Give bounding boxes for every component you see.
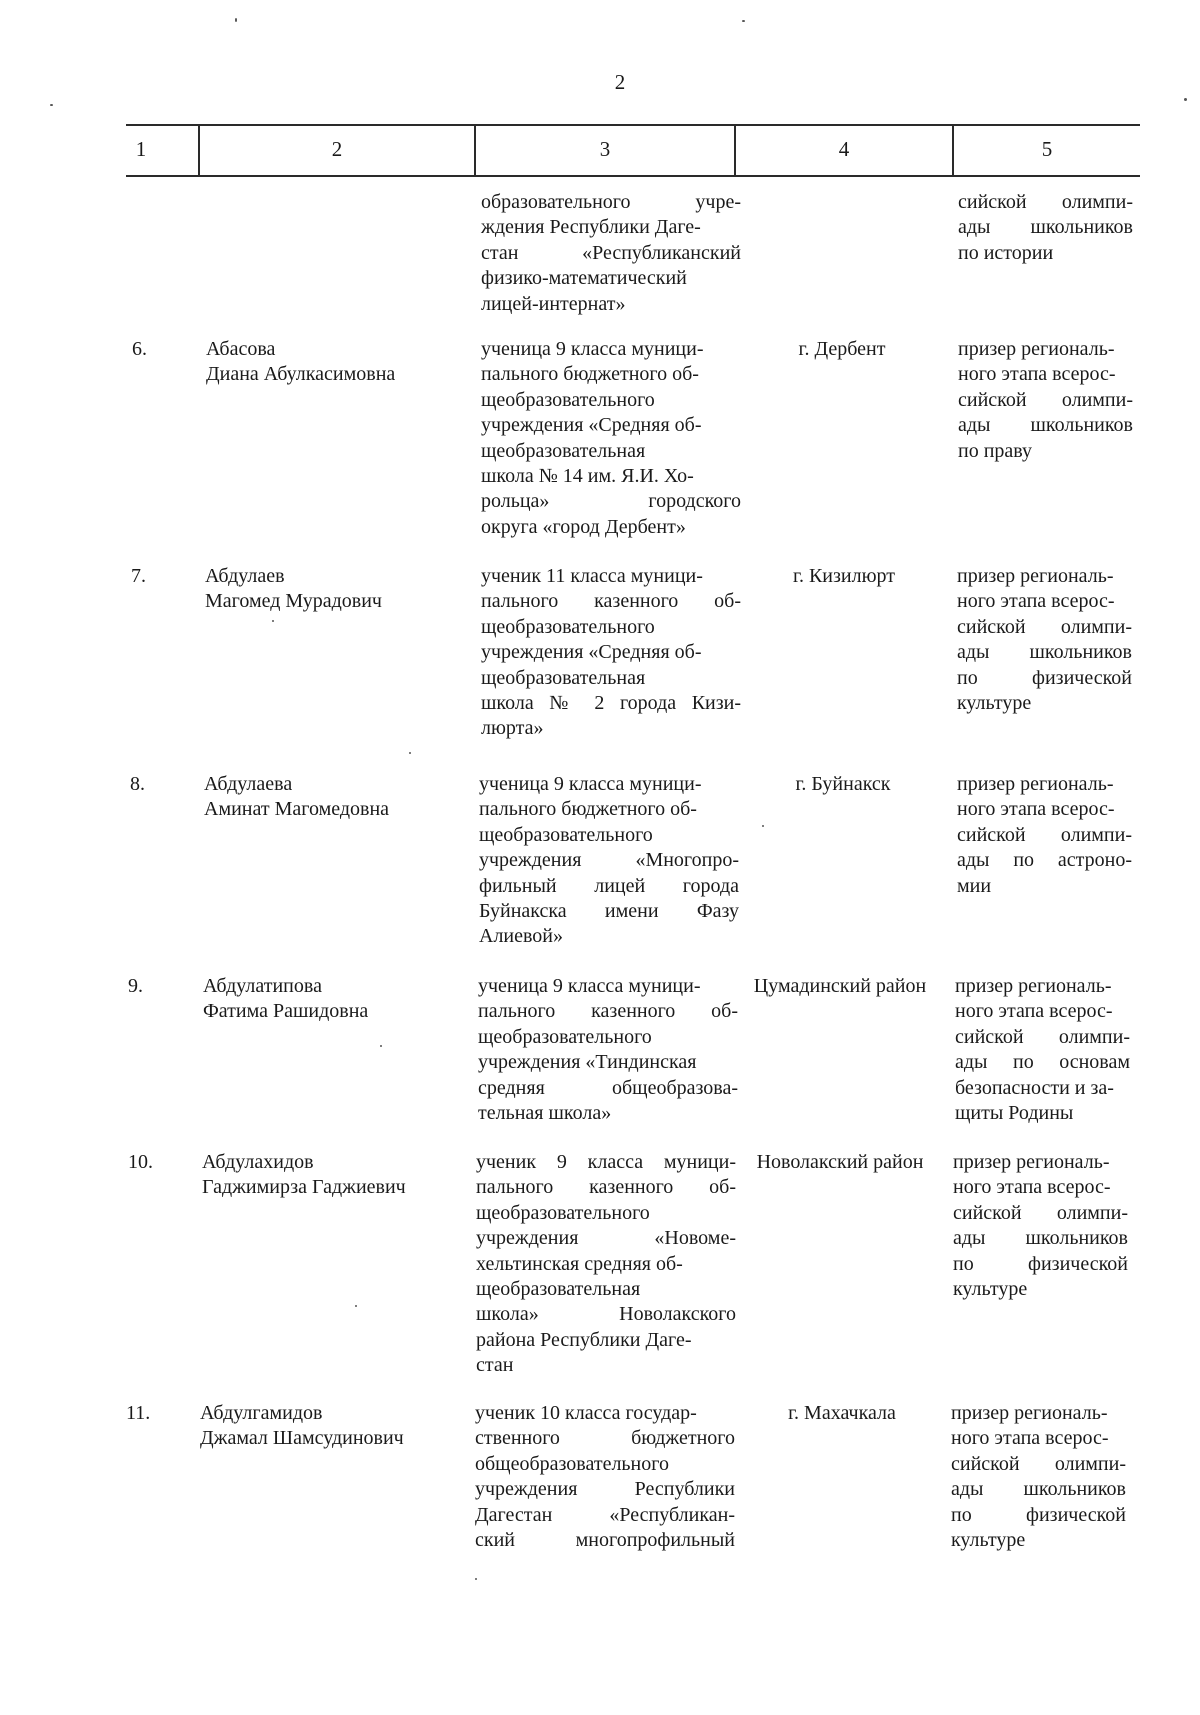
organization-line: хельтинская средняя об- [476,1252,683,1275]
award-line: сийской олимпи- [958,388,1133,411]
column-header-5: 5 [1041,137,1053,161]
location: г. Махачкала [788,1402,896,1424]
name-line: Фатима Рашидовна [203,1000,369,1023]
award-line: ного этапа всерос- [953,1176,1111,1199]
organization-line: образовательного учре- [481,191,741,213]
organization-line: фильный лицей города [479,874,739,897]
award-line: призер региональ- [958,338,1115,360]
organization-line: щеобразовательного [479,823,653,846]
organization-line: Алиевой» [479,925,564,948]
table-top-border [126,124,1140,126]
name-line: Абдулатипова [203,975,322,997]
organization-line: щеобразовательного [478,1025,652,1048]
organization-line: ученик 9 класса муници- [476,1151,736,1173]
award-line: сийской олимпи- [957,615,1132,638]
organization-line: щеобразовательная [476,1278,641,1301]
award-line: культуре [957,692,1032,715]
organization-line: ждения Республики Даге- [481,216,701,239]
award-line: ады по основам [955,1051,1130,1074]
award-line: по физической [951,1503,1126,1526]
award [951,1401,1126,1553]
organization-line: щеобразовательного [481,615,655,638]
organization-line: щеобразовательная [481,666,646,689]
organization-line: учреждения «Многопро- [479,849,739,872]
award-line: призер региональ- [953,1151,1110,1173]
award-line: ады школьников [958,216,1133,239]
scan-speck [475,1578,477,1580]
award-line: мии [957,874,992,897]
organization-line: щеобразовательная [481,439,646,462]
name-line: Гаджимирза Гаджиевич [202,1176,406,1199]
award-line: сийской олимпи- [955,1025,1130,1048]
name-line: Абдулаева [204,773,293,795]
name-line: Аминат Магомедовна [204,798,390,821]
organization-line: Буйнакска имени Фазу [479,900,739,923]
scan-speck [50,104,53,106]
award-line: сийской олимпи- [957,823,1132,846]
award-line: сийской олимпи- [958,191,1133,213]
award-line: по истории [958,241,1054,264]
organization-line: ученица 9 класса муници- [479,773,702,795]
scan-speck [742,20,745,22]
award [953,1150,1128,1302]
table-header-bottom-border [126,175,1140,177]
organization-line: учреждения «Средняя об- [481,414,702,437]
organization-line: района Республики Даге- [476,1328,692,1351]
organization-line: школа № 2 города Кизи- [481,692,741,715]
participant-name [200,1401,450,1452]
award-line: щиты Родины [955,1102,1074,1125]
award-line: культуре [951,1529,1026,1552]
scan-speck [272,620,274,622]
organization-line: ученик 10 класса государ- [475,1402,697,1424]
row-number: 8. [130,773,145,795]
organization-line: общеобразовательного [475,1452,669,1475]
award-line: ады школьников [957,641,1132,664]
organization-line: пального казенного об- [481,590,741,613]
organization-line: физико-математический [481,267,687,290]
organization [475,1401,735,1553]
organization-line: ственного бюджетного [475,1427,735,1450]
organization [481,337,741,540]
participant-name [205,564,455,615]
award-line: ного этапа всерос- [957,798,1115,821]
row-number: 11. [126,1402,151,1424]
organization-line: Дагестан «Республикан- [475,1503,735,1526]
organization-line: ученица 9 класса муници- [481,338,704,360]
row-number: 7. [131,565,146,587]
location: г. Дербент [798,338,886,360]
organization [476,1150,736,1379]
award-line: безопасности и за- [955,1076,1114,1099]
organization-line: пального бюджетного об- [479,798,697,821]
name-line: Диана Абулкасимовна [206,363,396,386]
organization-line: ский многопрофильный [475,1529,735,1552]
organization-line: средняя общеобразова- [478,1076,738,1099]
scan-speck [235,18,237,22]
name-line: Джамал Шамсудинович [200,1427,404,1450]
column-header-2: 2 [331,137,343,161]
participant-name [206,337,456,388]
award-line: сийской олимпи- [951,1452,1126,1475]
column-header-4: 4 [838,137,850,161]
name-line: Абдулаев [205,565,285,587]
organization-line: учреждения «Средняя об- [481,641,702,664]
participant-name [202,1150,452,1201]
award-line: призер региональ- [955,975,1112,997]
organization-line: щеобразовательного [481,388,655,411]
award-line: ного этапа всерос- [957,590,1115,613]
award-line: ады школьников [953,1227,1128,1250]
organization-line: стан [476,1354,514,1377]
name-line: Абдулгамидов [200,1402,323,1424]
participant-name [203,974,453,1025]
award-line: ады школьников [958,414,1133,437]
organization-line: учреждения «Новоме- [476,1227,736,1250]
organization [479,772,739,950]
column-header-3: 3 [599,137,611,161]
organization-line: ученик 11 класса муници- [481,565,703,587]
continuation-award [958,190,1133,266]
award-line: по физической [957,666,1132,689]
scan-speck [409,752,411,754]
organization-line: пального казенного об- [478,1000,738,1023]
organization-line: пального бюджетного об- [481,363,699,386]
organization-line: учреждения «Тиндинская [478,1051,697,1074]
location: г. Буйнакск [795,773,891,795]
organization-line: школа № 14 им. Я.И. Хо- [481,465,694,488]
organization-line: школа» Новолакского [476,1303,736,1326]
continuation-organization [481,190,741,317]
organization-line: люрта» [481,717,544,740]
award-line: ного этапа всерос- [951,1427,1109,1450]
row-number: 9. [128,975,143,997]
award-line: ады по астроно- [957,849,1132,872]
row-number: 10. [128,1151,153,1173]
organization-line: тельная школа» [478,1102,612,1125]
award-line: призер региональ- [957,773,1114,795]
location: Цумадинский район [753,975,927,997]
organization-line: пального казенного об- [476,1176,736,1199]
organization-line: ученица 9 класса муници- [478,975,701,997]
name-line: Магомед Мурадович [205,590,382,613]
row-number: 6. [132,338,147,360]
award-line: ного этапа всерос- [955,1000,1113,1023]
location: г. Кизилюрт [793,565,895,587]
award-line: ного этапа всерос- [958,363,1116,386]
award-line: по физической [953,1252,1128,1275]
name-line: Абасова [206,338,276,360]
scan-speck [355,1305,357,1307]
scan-speck [762,825,764,827]
organization [478,974,738,1126]
column-header-1: 1 [135,137,147,161]
participant-name [204,772,454,823]
award-line: культуре [953,1278,1028,1301]
organization [481,564,741,742]
award-line: сийской олимпи- [953,1201,1128,1224]
award-line: по праву [958,439,1033,462]
award-line: призер региональ- [957,565,1114,587]
award-line: призер региональ- [951,1402,1108,1424]
organization-line: рольца» городского [481,490,741,513]
award [957,564,1132,716]
scan-speck [1184,98,1187,101]
award [957,772,1132,899]
award-line: ады школьников [951,1478,1126,1501]
organization-line: учреждения Республики [475,1478,735,1501]
organization-line: щеобразовательного [476,1201,650,1224]
organization-line: лицей-интернат» [481,292,626,315]
organization-line: стан «Республиканский [481,241,741,264]
scan-speck [380,1045,382,1047]
award [955,974,1130,1126]
name-line: Абдулахидов [202,1151,314,1173]
location: Новолакский район [756,1151,924,1173]
page-number: 2 [614,70,626,94]
award [958,337,1133,464]
organization-line: округа «город Дербент» [481,515,686,538]
